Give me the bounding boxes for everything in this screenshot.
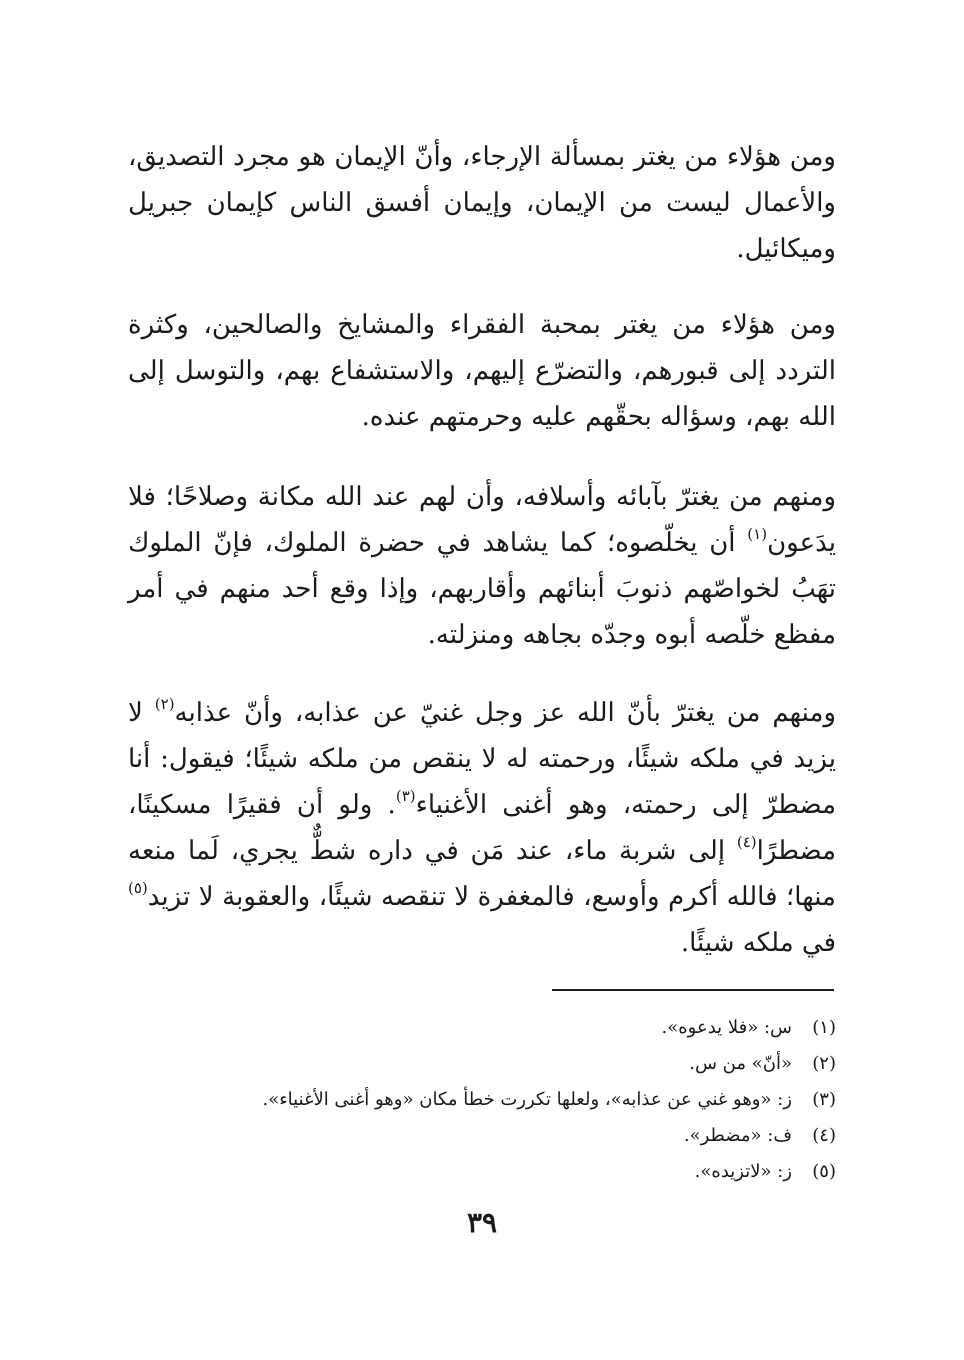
footnote-item: [128, 1082, 836, 1118]
footnote-ref-2: (٢): [154, 695, 175, 713]
paragraph-murjia: [128, 134, 836, 272]
footnote-number: (٥): [812, 1161, 836, 1182]
footnote-ref-4: (٤): [736, 833, 757, 851]
footnote-ref-5: (٥): [128, 879, 148, 897]
footnote-number: (١): [812, 1017, 836, 1038]
footnote-divider: [552, 989, 834, 991]
paragraph-text: لا يزيد في ملكه شيئًا، ورحمته له لا ينقص من ملكه شيئًا؛ فيقول: أنا مضطرّ إلى رحمته، وهو أغنى الأغنياء: [128, 698, 836, 820]
paragraph-saints: [128, 302, 836, 440]
paragraph-text: ومنهم من يغترّ بآبائه وأسلافه، وأن لهم عند الله مكانة وصلاحًا؛ فلا يدَعون: [128, 482, 836, 558]
paragraph-ancestors: [128, 474, 836, 658]
footnote-item: [128, 1010, 836, 1046]
paragraph-text: أن يخلّصوه؛ كما يشاهد في حضرة الملوك، فإنّ الملوك تهَبُ لخواصّهم ذنوبَ أبنائهم وأقاربهم، وإذا وقع أحد منهم في أمر مفظع خلّصه أبوه وجدّه بجاهه ومنزلته.: [128, 528, 836, 650]
footnote-number: (٤): [812, 1125, 836, 1146]
footnotes-list: [128, 1010, 836, 1190]
footnote-text: «أنّ» من س.: [689, 1053, 792, 1074]
footnote-item: [128, 1154, 836, 1190]
footnote-number: (٣): [812, 1089, 836, 1110]
footnote-text: ف: «مضطر».: [683, 1125, 792, 1146]
footnote-ref-1: (١): [747, 525, 768, 543]
footnote-text: ز: «لاتزيده».: [694, 1161, 792, 1182]
page-number: ٣٩: [466, 1206, 498, 1239]
footnote-item: [128, 1118, 836, 1154]
paragraph-text: . ولو أن فقيرًا مسكينًا، مضطرًا: [128, 790, 836, 866]
paragraph-text: ومنهم من يغترّ بأنّ الله عز وجل غنيّ عن عذابه، وأنّ عذابه: [174, 698, 836, 728]
footnote-text: س: «فلا يدعوه».: [661, 1017, 792, 1038]
paragraph-text: ومن هؤلاء من يغتر بمحبة الفقراء والمشايخ والصالحين، وكثرة التردد إلى قبورهم، والتضرّع إليهم، والاستشفاع بهم، والتوسل إلى الله بهم، وسؤاله بحقّهم عليه وحرمتهم عنده.: [128, 310, 836, 432]
footnote-text: ز: «وهو غني عن عذابه»، ولعلها تكررت خطأ مكان «وهو أغنى الأغنياء».: [262, 1089, 792, 1110]
paragraph-text: ومن هؤلاء من يغتر بمسألة الإرجاء، وأنّ الإيمان هو مجرد التصديق، والأعمال ليست من الإيمان، وإيمان أفسق الناس كإيمان جبريل وميكائيل.: [128, 142, 836, 264]
paragraph-text: في ملكه شيئًا.: [680, 928, 836, 958]
footnote-ref-3: (٣): [395, 787, 416, 805]
footnote-item: [128, 1046, 836, 1082]
paragraph-divine-richness: [128, 690, 836, 966]
paragraph-text: إلى شربة ماء، عند مَن في داره شطٌّ يجري، لَما منعه منها؛ فالله أكرم وأوسع، فالمغفرة لا تنقصه شيئًا، والعقوبة لا تزيد: [128, 836, 836, 912]
footnote-number: (٢): [812, 1053, 836, 1074]
